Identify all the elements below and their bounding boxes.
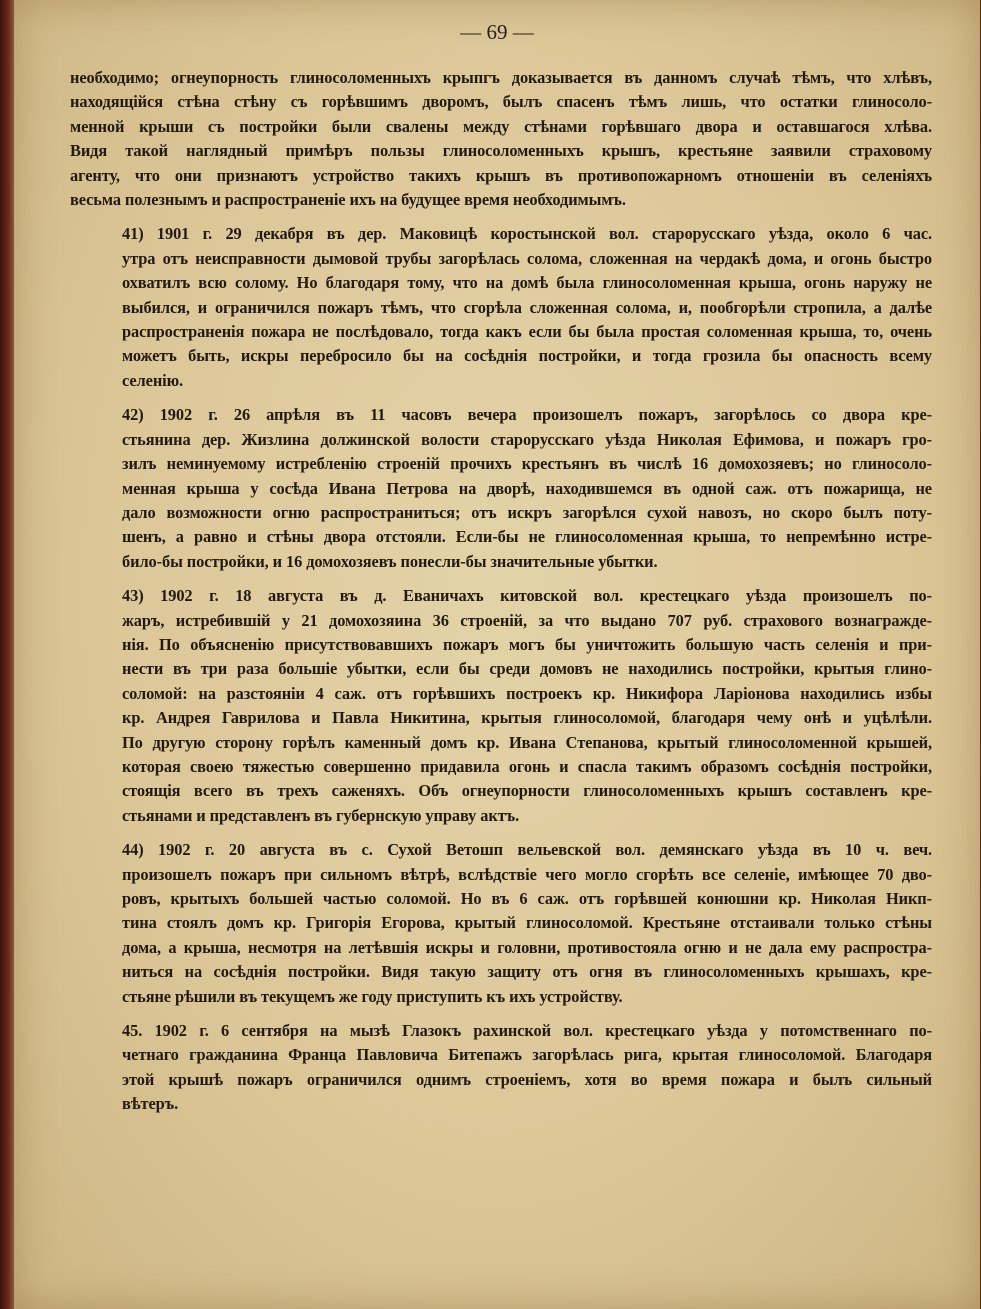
text-line: 42) 1902 г. 26 апрѣля въ 11 часовъ вечера произошелъ пожаръ, загорѣлось со двора кре- bbox=[122, 405, 932, 425]
text-line: тина стоялъ домъ кр. Григорія Егорова, крытый глиносоломой. Крестьяне отстаивали только стѣны bbox=[122, 913, 932, 933]
text-line: стьянами и представленъ въ губернскую управу актъ. bbox=[122, 805, 520, 825]
text-line: Видя такой наглядный примѣръ пользы глиносоломенныхъ крышъ, крестьяне заявили страховому bbox=[70, 141, 932, 161]
text-line: охватилъ всю солому. Но благодаря тому, что на домѣ была глиносоломенная крыша, огонь наружу не bbox=[122, 273, 932, 293]
text-line: било-бы постройки, и 16 домохозяевъ понесли-бы значительные убытки. bbox=[122, 551, 658, 571]
paragraph-item-43 bbox=[70, 584, 932, 828]
paragraph-item-42 bbox=[70, 403, 932, 574]
text-line: нія. По объясненію присутствовавшихъ пожаръ могъ бы уничтожить большую часть селенія и при- bbox=[122, 634, 932, 654]
book-spine-edge bbox=[0, 0, 14, 1309]
text-line: ниться на сосѣднія постройки. Видя такую защиту отъ огня въ глиносоломенныхъ крышахъ, кре- bbox=[122, 962, 932, 982]
text-line: распространенія пожара не послѣдовало, тогда какъ если бы была простая соломенная крыша, то, очень bbox=[122, 322, 932, 342]
text-line: четнаго гражданина Франца Павловича Битепажъ загорѣлась рига, крытая глиносоломой. Благодаря bbox=[122, 1045, 932, 1065]
text-line: соломой: на разстояніи 4 саж. отъ горѣвшихъ построекъ кр. Никифора Ларіонова находились избы bbox=[122, 683, 932, 703]
text-line: выбился, и ограничился пожаръ тѣмъ, что сгорѣла сложенная солома, и, пообгорѣли стропила, а далѣе bbox=[122, 297, 932, 317]
body-text bbox=[70, 66, 932, 1127]
paragraph-item-41 bbox=[70, 222, 932, 393]
text-line: этой крышѣ пожаръ ограничился однимъ строеніемъ, хотя во время пожара и былъ сильный bbox=[122, 1069, 932, 1089]
text-line: стьяне рѣшили въ текущемъ же году приступить къ ихъ устройству. bbox=[122, 986, 623, 1006]
text-line: По другую сторону горѣлъ каменный домъ кр. Ивана Степанова, крытый глиносоломенной крышей, bbox=[122, 732, 932, 752]
text-line: утра отъ неисправности дымовой трубы загорѣлась солома, сложенная на чердакѣ дома, и огонь быстро bbox=[122, 248, 932, 268]
text-line: 44) 1902 г. 20 августа въ с. Сухой Ветошп вельевской вол. демянскаго уѣзда въ 10 ч. веч. bbox=[122, 840, 932, 860]
text-line: 43) 1902 г. 18 августа въ д. Еваничахъ китовской вол. крестецкаго уѣзда произошелъ по- bbox=[122, 586, 932, 606]
text-line: произошелъ пожаръ при сильномъ вѣтрѣ, вслѣдствіе чего могло сгорѣть все селеніе, имѣющее 70 дво- bbox=[122, 864, 932, 884]
text-line: жаръ, истребившій у 21 домохозяина 36 строеній, за что выдано 707 руб. страхового вознагражде- bbox=[122, 610, 932, 630]
text-line: стьянина дер. Жизлина должинской волости старорусскаго уѣзда Николая Ефимова, и пожаръ гро- bbox=[122, 429, 932, 449]
scanned-page bbox=[14, 0, 980, 1309]
text-line: находящійся стѣна стѣну съ горѣвшимъ дворомъ, былъ спасенъ тѣмъ лишь, что остатки глиносоло- bbox=[70, 92, 932, 112]
text-line: дома, а крыша, несмотря на летѣвшія искры и головни, противостояла огню и не дала ему распростра- bbox=[122, 937, 932, 957]
text-line: нести въ три раза большіе убытки, если бы среди домовъ не находились постройки, крытыя глино- bbox=[122, 659, 932, 679]
text-line: менной крыши съ постройки были свалены между стѣнами горѣвшаго двора и оставшагося хлѣва. bbox=[70, 116, 932, 136]
text-line: агенту, что они признаютъ устройство такихъ крышъ въ противопожарномъ отношеніи въ селеніяхъ bbox=[70, 165, 932, 185]
text-line: менная крыша у сосѣда Ивана Петрова на дворѣ, находившемся въ одной саж. отъ пожарища, не bbox=[122, 478, 932, 498]
text-line: селенію. bbox=[122, 370, 184, 390]
text-line: 45. 1902 г. 6 сентября на мызѣ Глазокъ рахинской вол. крестецкаго уѣзда у потомственнаго по- bbox=[122, 1021, 932, 1041]
paragraph-item-44 bbox=[70, 838, 932, 1009]
text-line: 41) 1901 г. 29 декабря въ дер. Маковицѣ коростынской вол. старорусскаго уѣзда, около 6 час. bbox=[122, 224, 932, 244]
paragraph-continuation bbox=[70, 66, 932, 212]
text-line: шенъ, а равно и стѣны двора отстояли. Если-бы не глиносоломенная крыша, то непремѣнно истре- bbox=[122, 527, 932, 547]
text-line: можетъ быть, искры перебросило бы на сосѣднія постройки, и тогда грозила бы опасность всему bbox=[122, 346, 932, 366]
text-line: вѣтеръ. bbox=[122, 1094, 179, 1114]
text-line: которая своею тяжестью совершенно придавила огонь и спасла такимъ образомъ сосѣднія постройки, bbox=[122, 756, 932, 776]
text-line: необходимо; огнеупорность глиносоломенныхъ крыпгъ доказывается въ данномъ случаѣ тѣмъ, что хлѣвъ, bbox=[70, 68, 932, 87]
text-line: ровъ, крытыхъ большей частью соломой. Но въ 6 саж. отъ горѣвшей конюшни кр. Николая Никп- bbox=[122, 889, 932, 908]
text-line: стоящія всего въ трехъ саженяхъ. Объ огнеупорности глиносоломенныхъ крышъ составленъ кре- bbox=[122, 781, 932, 801]
text-line: дало возможности огню распространиться; отъ искръ загорѣлся сухой навозъ, но скоро былъ поту- bbox=[122, 502, 932, 522]
text-line: зилъ неминуемому истребленію строеній прочихъ крестьянъ въ числѣ 16 домохозяевъ; но глиносоло- bbox=[122, 454, 932, 474]
paragraph-item-45 bbox=[70, 1019, 932, 1117]
text-line: кр. Андрея Гаврилова и Павла Никитина, крытыя глиносоломой, благодаря чему онѣ и уцѣлѣли. bbox=[122, 708, 932, 728]
text-line: весьма полезнымъ и распространеніе ихъ на будущее время необходимымъ. bbox=[70, 190, 626, 210]
page-number: — 69 — bbox=[460, 20, 534, 44]
